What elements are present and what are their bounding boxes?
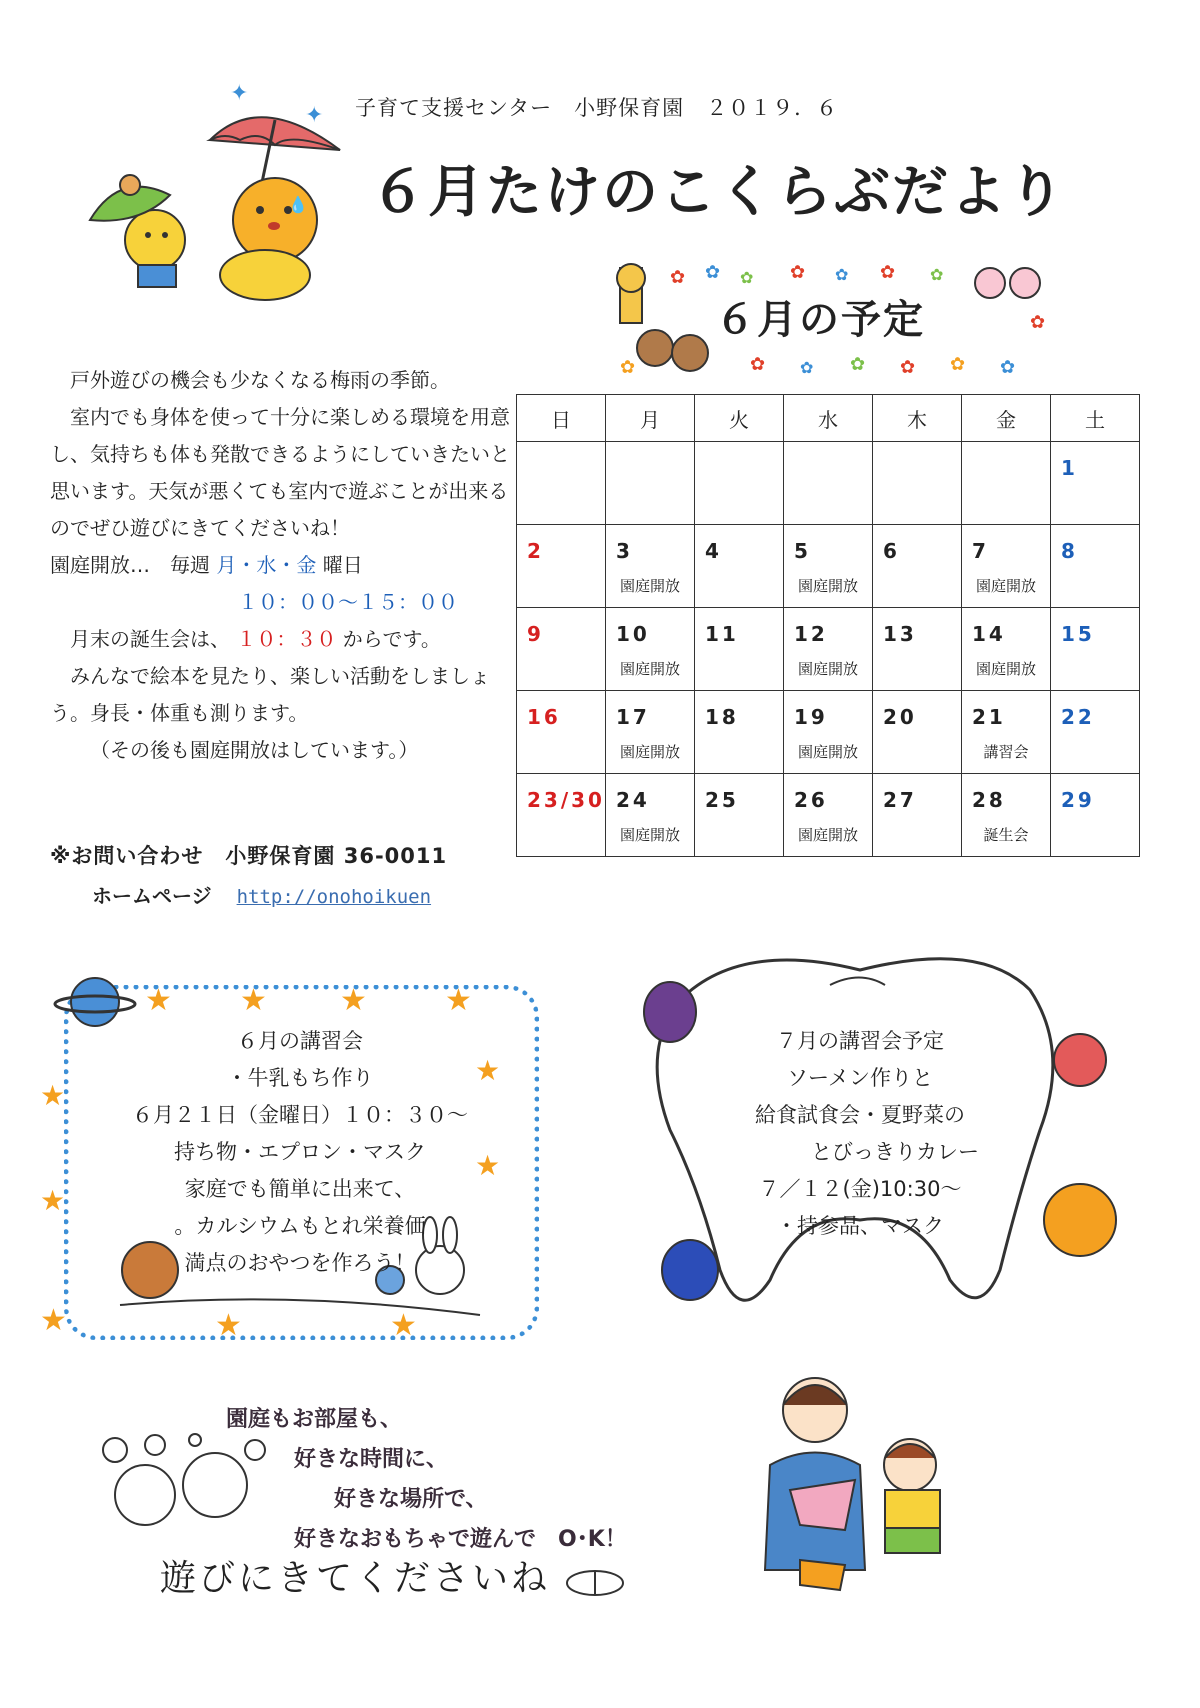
svg-text:✿: ✿ — [1030, 312, 1046, 333]
svg-text:✿: ✿ — [790, 262, 806, 283]
bday-time: １０：３０ — [236, 627, 337, 651]
header-org: 子育て支援センター 小野保育園 ２０１９．６ — [355, 96, 839, 120]
svg-text:★: ★ — [215, 1308, 242, 1343]
homepage-line — [92, 880, 431, 909]
calendar-day-number: 28 — [972, 788, 1006, 812]
weekday-tue: 火 — [695, 395, 784, 442]
svg-text:★: ★ — [40, 1303, 67, 1338]
svg-text:✦: ✦ — [230, 81, 249, 106]
calendar-day-event: 園庭開放 — [975, 577, 1036, 595]
homepage-label: ホームページ — [92, 884, 212, 908]
calendar-day-number: 11 — [705, 622, 739, 646]
svg-text:✿: ✿ — [930, 265, 944, 284]
svg-text:★: ★ — [40, 1184, 66, 1217]
calendar-day-event: 誕生会 — [983, 826, 1029, 844]
intro-text — [50, 362, 510, 769]
svg-text:✿: ✿ — [620, 357, 636, 378]
bday-suffix: からです。 — [342, 627, 441, 651]
calendar-day-cell — [695, 608, 784, 691]
calendar-day-cell — [784, 608, 873, 691]
calendar-day-number: 18 — [705, 705, 739, 729]
june-l4: 持ち物・エプロン・マスク — [174, 1140, 426, 1164]
calendar-day-cell — [606, 691, 695, 774]
calendar-day-cell — [517, 774, 606, 857]
july-l6: ・持参品、マスク — [776, 1214, 944, 1238]
calendar-day-event: 園庭開放 — [619, 660, 680, 678]
weekday-mon: 月 — [606, 395, 695, 442]
calendar-day-cell — [873, 442, 962, 525]
open-label: 園庭開放… 毎週 — [50, 553, 210, 577]
calendar-day-number: 12 — [794, 622, 828, 646]
calendar-day-number: 20 — [883, 705, 917, 729]
calendar-day-cell — [962, 442, 1051, 525]
calendar-week-row — [517, 525, 1140, 608]
svg-text:★: ★ — [475, 1054, 501, 1087]
calendar-day-cell — [873, 691, 962, 774]
calendar-day-cell — [695, 525, 784, 608]
july-l4: とびっきりカレー — [811, 1140, 979, 1164]
closing-l4: 好きなおもちゃで遊んで O･K！ — [294, 1527, 627, 1552]
calendar-day-number: 22 — [1061, 705, 1095, 729]
calendar-day-number: 23/30 — [527, 788, 605, 812]
closing-l3: 好きな場所で、 — [334, 1487, 488, 1512]
calendar-day-number: 16 — [527, 705, 561, 729]
calendar-day-event: 園庭開放 — [797, 826, 858, 844]
july-workshop-text — [690, 1023, 1030, 1245]
june-l2: ・牛乳もち作り — [226, 1066, 374, 1090]
calendar-day-cell — [962, 608, 1051, 691]
calendar-day-number: 25 — [705, 788, 739, 812]
calendar-week-row — [517, 774, 1140, 857]
calendar-day-number: 26 — [794, 788, 828, 812]
calendar-day-number: 5 — [794, 539, 811, 563]
weekday-fri: 金 — [962, 395, 1051, 442]
calendar-day-cell — [1051, 442, 1140, 525]
calendar-day-cell — [962, 525, 1051, 608]
closing-l1: 園庭もお部屋も、 — [226, 1407, 403, 1432]
svg-text:✿: ✿ — [740, 268, 754, 287]
intro-p4: （その後も園庭開放はしています。） — [90, 738, 419, 762]
calendar-day-number: 1 — [1061, 456, 1078, 480]
calendar-day-cell — [784, 774, 873, 857]
calendar-week-row — [517, 691, 1140, 774]
calendar-day-cell — [1051, 525, 1140, 608]
calendar-day-event: 園庭開放 — [797, 743, 858, 761]
calendar-day-number: 2 — [527, 539, 544, 563]
svg-text:✿: ✿ — [800, 358, 814, 377]
bday-prefix: 月末の誕生会は、 — [70, 627, 230, 651]
svg-text:★: ★ — [445, 983, 472, 1018]
july-l3: 給食試食会・夏野菜の — [755, 1103, 965, 1127]
calendar-day-cell — [873, 608, 962, 691]
mother-child-icon — [745, 1370, 985, 1600]
umbrella-icon — [60, 70, 324, 300]
calendar-day-cell — [1051, 774, 1140, 857]
calendar-day-cell — [695, 691, 784, 774]
weekday-wed: 水 — [784, 395, 873, 442]
svg-text:★: ★ — [40, 1079, 66, 1112]
svg-text:★: ★ — [340, 983, 367, 1018]
june-l6: 。カルシウムもとれ栄養価 — [174, 1214, 426, 1238]
svg-text:✿: ✿ — [1000, 357, 1016, 378]
svg-text:★: ★ — [145, 983, 172, 1018]
svg-text:★: ★ — [475, 1149, 501, 1182]
calendar-day-event: 園庭開放 — [797, 660, 858, 678]
closing-l2: 好きな時間に、 — [294, 1447, 449, 1472]
calendar-day-event: 園庭開放 — [619, 826, 680, 844]
calendar-day-cell — [784, 691, 873, 774]
svg-text:✿: ✿ — [850, 354, 866, 375]
june-l7: 満点のおやつを作ろう！ — [184, 1251, 416, 1275]
calendar-day-number: 4 — [705, 539, 722, 563]
calendar-day-cell — [784, 442, 873, 525]
calendar-day-cell — [695, 774, 784, 857]
svg-text:✿: ✿ — [900, 357, 916, 378]
calendar-day-number: 6 — [883, 539, 900, 563]
calendar-weekday-row — [517, 395, 1140, 442]
calendar-table — [516, 394, 1140, 857]
calendar-day-number: 15 — [1061, 622, 1095, 646]
july-l5: ７／１２(金)10:30～ — [758, 1177, 962, 1201]
calendar-day-number: 9 — [527, 622, 544, 646]
open-days: 月・水・金 — [216, 553, 317, 577]
calendar-day-number: 8 — [1061, 539, 1078, 563]
calendar-day-event: 講習会 — [983, 743, 1029, 761]
june-l5: 家庭でも簡単に出来て、 — [184, 1177, 416, 1201]
calendar-day-cell — [962, 691, 1051, 774]
june-workshop-text — [90, 1023, 510, 1282]
calendar-week-row — [517, 608, 1140, 691]
calendar-day-cell — [517, 525, 606, 608]
svg-text:★: ★ — [390, 1308, 417, 1343]
calendar-day-cell — [517, 608, 606, 691]
june-l3: ６月２１日（金曜日）１０：３０～ — [132, 1103, 468, 1127]
calendar-day-cell — [606, 774, 695, 857]
contact-line: ※お問い合わせ 小野保育園 36-0011 — [50, 844, 448, 868]
page-title: ６月たけのこくらぶだより — [370, 160, 1066, 225]
closing-bye: 遊びにきてくださいね — [160, 1558, 551, 1599]
calendar-day-cell — [784, 525, 873, 608]
calendar-day-cell — [606, 525, 695, 608]
calendar-day-event: 園庭開放 — [619, 743, 680, 761]
july-l2: ソーメン作りと — [787, 1066, 933, 1090]
svg-text:✿: ✿ — [705, 262, 721, 283]
calendar-week-row — [517, 442, 1140, 525]
july-l1: ７月の講習会予定 — [776, 1029, 944, 1053]
calendar-day-cell — [606, 608, 695, 691]
weekday-sun: 日 — [517, 395, 606, 442]
ladybug-icon — [560, 1565, 630, 1605]
svg-text:✿: ✿ — [750, 354, 766, 375]
svg-text:✿: ✿ — [880, 262, 896, 283]
calendar-day-event: 園庭開放 — [797, 577, 858, 595]
intro-p1: 戸外遊びの機会も少なくなる梅雨の季節。 — [70, 368, 450, 392]
svg-text:✿: ✿ — [835, 265, 849, 284]
calendar-day-cell — [873, 525, 962, 608]
calendar-day-number: 17 — [616, 705, 650, 729]
calendar-day-event: 園庭開放 — [619, 577, 680, 595]
intro-p3: みんなで絵本を見たり、楽しい活動をしましょう。身長・体重も測ります。 — [50, 664, 490, 725]
calendar-day-number: 14 — [972, 622, 1006, 646]
homepage-link[interactable]: http://onohoikuen — [236, 886, 432, 908]
schedule-header — [610, 258, 1050, 378]
calendar-day-number: 24 — [616, 788, 650, 812]
calendar-day-number: 3 — [616, 539, 633, 563]
calendar-day-cell — [517, 691, 606, 774]
calendar-day-number: 13 — [883, 622, 917, 646]
svg-text:✿: ✿ — [950, 354, 966, 375]
open-line — [50, 547, 510, 584]
calendar-day-number: 19 — [794, 705, 828, 729]
calendar-day-number: 21 — [972, 705, 1006, 729]
calendar-day-cell — [1051, 608, 1140, 691]
june-l1: ６月の講習会 — [237, 1029, 363, 1053]
svg-text:✿: ✿ — [670, 267, 686, 288]
calendar-day-cell — [606, 442, 695, 525]
svg-text:✦: ✦ — [305, 103, 324, 128]
calendar-day-cell — [1051, 691, 1140, 774]
weekday-thu: 木 — [873, 395, 962, 442]
calendar-day-number: 29 — [1061, 788, 1095, 812]
open-suffix: 曜日 — [322, 553, 363, 577]
open-time: １０：００～１５：００ — [238, 590, 458, 614]
svg-text:💧: 💧 — [288, 195, 308, 214]
schedule-title: ６月の予定 — [715, 297, 925, 343]
calendar-day-number: 27 — [883, 788, 917, 812]
calendar-day-cell — [962, 774, 1051, 857]
calendar-day-event: 園庭開放 — [975, 660, 1036, 678]
calendar-day-cell — [873, 774, 962, 857]
intro-p2: 室内でも身体を使って十分に楽しめる環境を用意し、気持ちも体も発散できるようにしていきたいと思います。天気が悪くても室内で遊ぶことが出来るのでぜひ遊びにきてくださいね！ — [50, 405, 510, 540]
calendar-day-number: 7 — [972, 539, 989, 563]
closing-message — [226, 1400, 627, 1560]
calendar-day-cell — [695, 442, 784, 525]
svg-text:★: ★ — [240, 983, 267, 1018]
calendar-day-number: 10 — [616, 622, 650, 646]
bday-line — [50, 621, 510, 658]
weekday-sat: 土 — [1051, 395, 1140, 442]
calendar-day-cell — [517, 442, 606, 525]
